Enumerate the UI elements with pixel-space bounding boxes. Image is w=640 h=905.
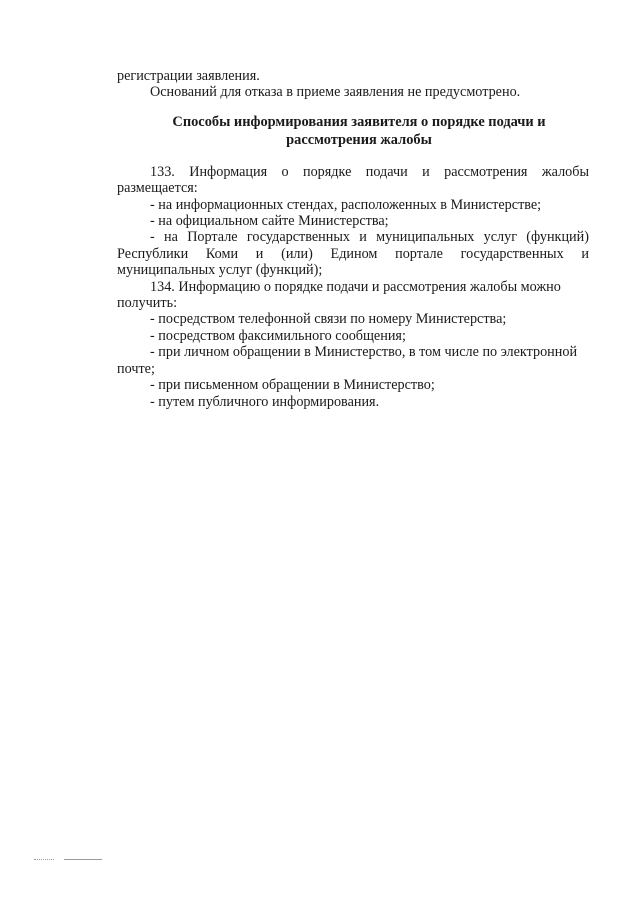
word: (или) (281, 245, 313, 262)
list-item-fax: - посредством факсимильного сообщения; (150, 327, 406, 344)
footer-scan-marks (34, 859, 104, 861)
word: о (281, 163, 289, 180)
word: и (255, 245, 264, 262)
list-item-stands: - на информационных стендах, расположенных в Министерстве; (150, 196, 542, 213)
word: 133. (150, 163, 175, 180)
footer-solid-line (64, 859, 102, 860)
list-item-portal-line-3: муниципальных услуг (функций); (117, 262, 323, 279)
word: услуг (483, 229, 518, 246)
paragraph-133-line-1 (117, 164, 589, 180)
document-body (117, 68, 589, 410)
list-item-official-site: - на официальном сайте Министерства; (150, 213, 389, 230)
word: - (150, 229, 155, 246)
paragraph-134-line-2: получить: (117, 295, 178, 312)
list-item-phone: - посредством телефонной связи по номеру Министерства; (150, 311, 507, 328)
word: (функций) (526, 229, 589, 246)
list-item-public-info: - путем публичного информирования. (150, 393, 380, 410)
word: муниципальных (376, 229, 475, 246)
word: Коми (205, 245, 239, 262)
word: подачи (365, 163, 408, 180)
paragraph-134-line-1: 134. Информацию о порядке подачи и рассмотрения жалобы можно (150, 278, 561, 295)
word: жалобы (541, 163, 589, 180)
word: и (422, 163, 430, 180)
word: портале (395, 245, 443, 262)
list-item-portal-line-1 (117, 229, 589, 245)
word: Портале (187, 229, 238, 246)
word: Информация (189, 163, 268, 180)
list-item-personal-visit-line-2: почте; (117, 360, 155, 377)
section-heading-line-2: рассмотрения жалобы (286, 131, 432, 148)
word: порядке (303, 163, 352, 180)
intro-line-2: Оснований для отказа в приеме заявления не предусмотрено. (150, 84, 521, 101)
word: государственных (246, 229, 350, 246)
word: государственных (460, 245, 564, 262)
word: Республики (117, 245, 189, 262)
list-item-portal-line-2 (117, 246, 589, 262)
list-item-personal-visit-line-1: - при личном обращении в Министерство, в том числе по электронной (150, 344, 578, 361)
spacer (117, 101, 589, 113)
word: и (359, 229, 367, 246)
spacer (117, 149, 589, 164)
intro-line-1: регистрации заявления. (117, 68, 260, 84)
section-heading-line-1: Способы информирования заявителя о порядке подачи и (172, 113, 546, 130)
word: на (164, 229, 178, 246)
list-item-written-request: - при письменном обращении в Министерство; (150, 377, 435, 394)
word: и (581, 245, 589, 262)
word: рассмотрения (444, 163, 528, 180)
paragraph-133-line-2: размещается: (117, 180, 198, 197)
word: Едином (330, 245, 378, 262)
footer-dotted-line (34, 859, 54, 860)
